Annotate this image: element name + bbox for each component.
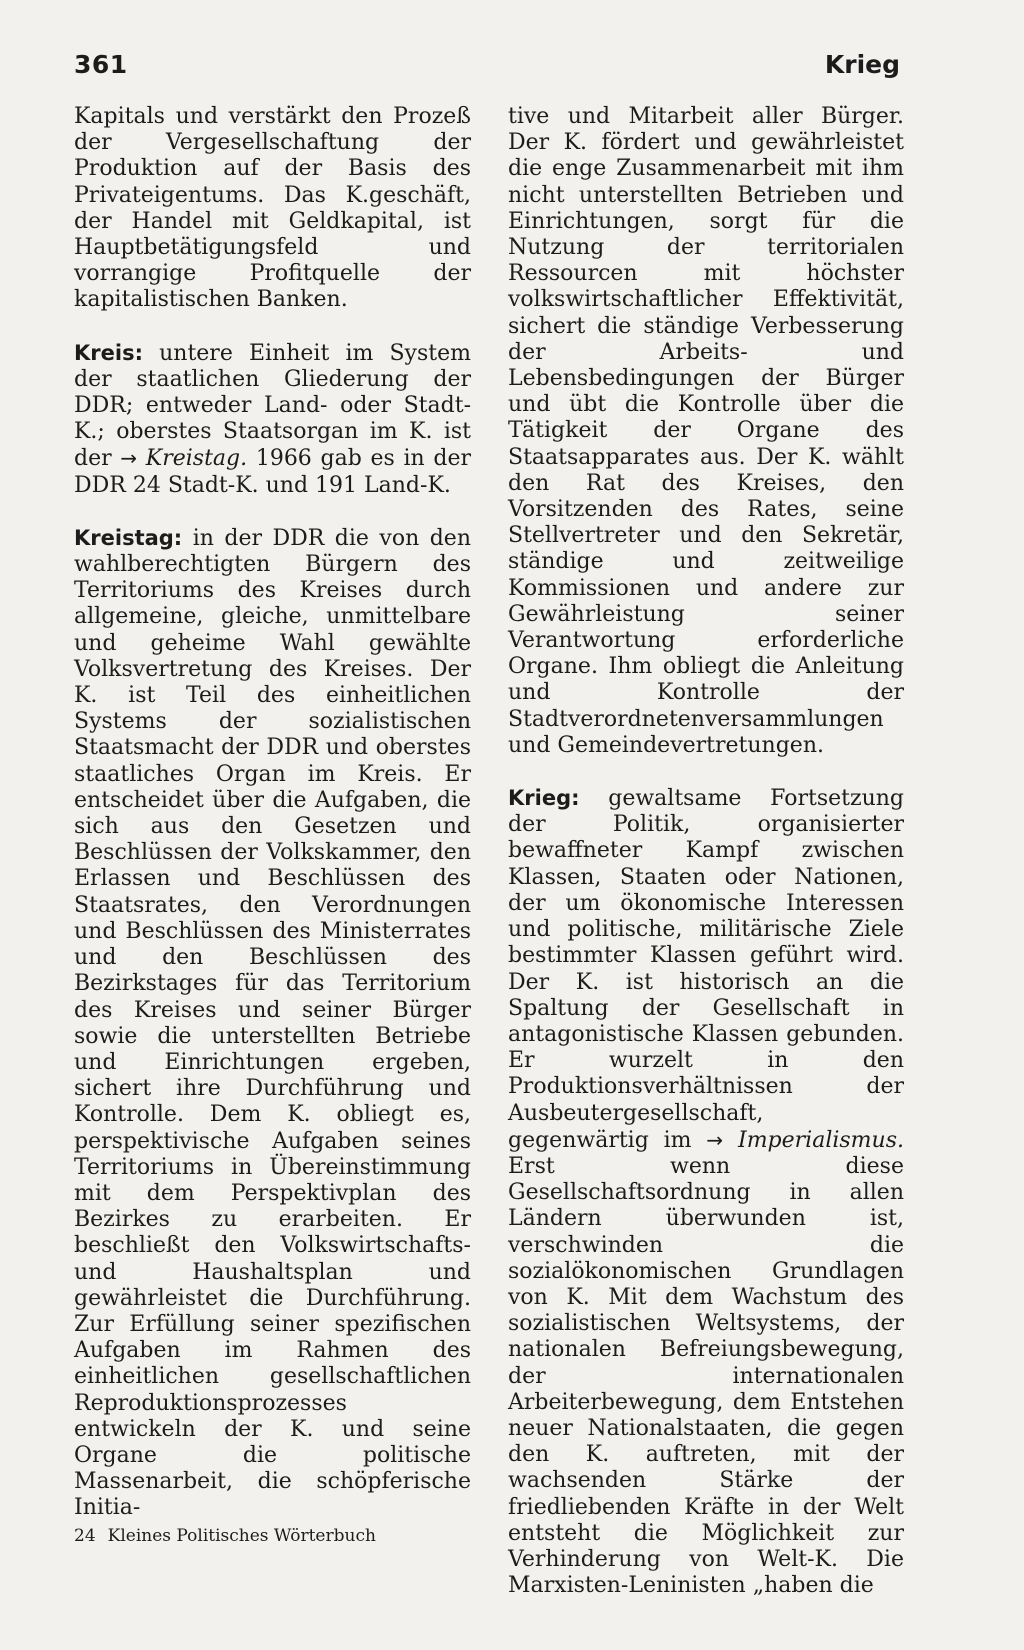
paragraph-text: tive und Mitarbeit aller Bürger. Der K. fördert und gewährleistet die enge Zusammenarbeit mit ihm nicht unterstellten Betrieben und Einrichtungen, sorgt für die Nutzung der territorialen Ressourcen mit höchster volkswirtschaftlicher Effektivität, sichert die ständige Verbesserung der Arbeits- und Lebensbedingungen der Bürger und übt die Kontrolle über die Tätigkeit der Organe des Staatsapparates aus. Der K. wählt den Rat des Kreises, den Vorsitzenden des Rates, seine Stellvertreter und den Sekretär, ständige und zeitweilige Kommissionen und andere zur Gewährleistung seiner Verantwortung erforderliche Organe. Ihm obliegt die Anleitung und Kontrolle der Stadtverordnetenversammlungen und Gemeindevertretungen. [508, 104, 904, 758]
entry-text-continued: Erst wenn diese Gesellschaftsordnung in allen Ländern überwunden ist, verschwinden die sozialökonomischen Grundlagen von K. Mit dem Wachstum des sozialistischen Weltsystems, der nationalen Befreiungsbewegung, der internationalen Arbeiterbewegung, dem Entstehen neuer Nationalstaaten, die gegen den K. auftreten, mit der wachsenden Stärke der friedliebenden Kräfte in der Welt entsteht die Möglichkeit zur Verhinderung von Welt-K. Die Marxisten-Leninisten „haben die [508, 1153, 904, 1599]
entry-text: in der DDR die von den wahlberechtigten Bürgern des Territoriums des Kreises durch allgemeine, gleiche, unmittelbare und geheime Wahl gewählte Volksvertretung des Kreises. Der K. ist Teil des einheitlichen Systems der sozialistischen Staatsmacht der DDR und oberstes staatliches Organ im Kreis. Er entscheidet über die Aufgaben, die sich aus den Gesetzen und Beschlüssen der Volkskammer, den Erlassen und Beschlüssen des Staatsrates, den Verordnungen und Beschlüssen des Ministerrates und den Beschlüssen des Bezirkstages für das Territorium des Kreises und seiner Bürger sowie die unterstellten Betriebe und Einrichtungen ergeben, sichert ihre Durchführung und Kontrolle. Dem K. obliegt es, perspektivische Aufgaben seines Territoriums in Übereinstimmung mit dem Perspektivplan des Bezirkes zu erarbeiten. Er beschließt den Volkswirtschafts- und Haushaltsplan und gewährleistet die Durchführung. Zur Erfüllung seiner spezifischen Aufgaben im Rahmen des einheitlichen gesellschaftlichen Reproduktionsprozesses entwickeln der K. und seine Organe die politische Massenarbeit, die schöpferische Initia- [74, 525, 471, 1521]
book-title: Kleines Politisches Wörterbuch [107, 1526, 376, 1546]
running-head-keyword: Krieg [824, 50, 900, 79]
page-footer [74, 1526, 376, 1546]
sheet-number: 24 [74, 1526, 96, 1546]
left-column [74, 104, 471, 1548]
entry-text-continued: 1966 gab es in der DDR 24 Stadt-K. und 191 Land-K. [74, 446, 471, 498]
entry-krieg [508, 785, 904, 1599]
page-number: 361 [74, 50, 128, 79]
entry-term: Kreis: [74, 340, 143, 365]
entry-term: Kreistag: [74, 525, 183, 550]
cross-reference: Imperialismus. [723, 1127, 904, 1153]
cross-reference: Kreistag. [137, 446, 248, 472]
entry-kreis [74, 340, 471, 499]
entry-text: gewaltsame Fortsetzung der Politik, organisierter bewaffneter Kampf zwischen Klassen, Staaten oder Nationen, der um ökonomische Interessen und politische, militärische Ziele bestimmter Klassen geführt wird. Der K. ist historisch an die Spaltung der Gesellschaft in antagonistische Klassen gebunden. Er wurzelt in den Produktionsverhältnissen der Ausbeutergesellschaft, gegenwärtig im [508, 786, 904, 1153]
continuation-paragraph [74, 104, 471, 314]
paragraph-text: Kapitals und verstärkt den Prozeß der Vergesellschaftung der Produktion auf der Basis des Privateigentums. Das K.geschäft, der Handel mit Geldkapital, ist Hauptbetätigungsfeld und vorrangige Profitquelle der kapitalistischen Banken. [74, 104, 471, 313]
cross-reference-arrow-icon: → [120, 446, 138, 471]
right-column [508, 104, 904, 1625]
entry-term: Krieg: [508, 786, 580, 811]
entry-text: untere Einheit im System der staatlichen Gliederung der DDR; entweder Land- oder Stadt-K.; oberstes Staatsorgan im K. ist der [74, 340, 471, 472]
entry-kreistag [74, 525, 471, 1522]
cross-reference-arrow-icon: → [706, 1127, 724, 1152]
continuation-paragraph [508, 104, 904, 759]
